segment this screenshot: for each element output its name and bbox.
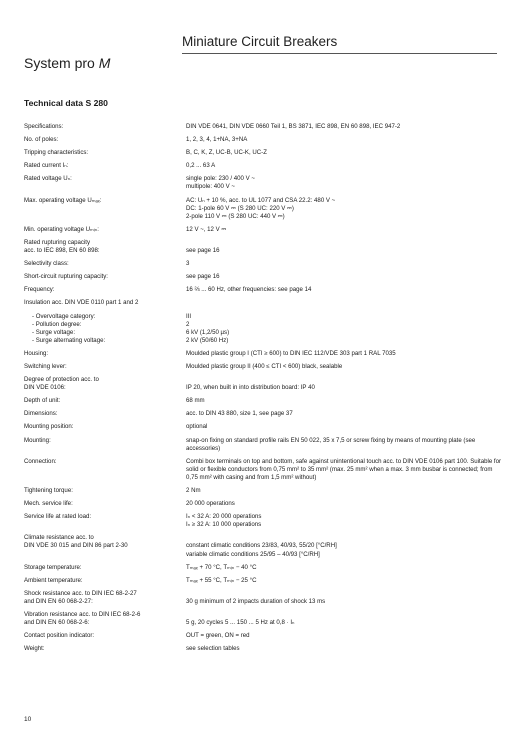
spec-label-line: Depth of unit: [24, 397, 61, 405]
spec-value-line: variable climatic conditions 25/95 – 40/93 [°C/RH] [186, 550, 320, 558]
spec-label-line: Insulation acc. DIN VDE 0110 part 1 and 2 [24, 299, 139, 307]
spec-value [186, 123, 504, 131]
spec-value-line: optional [186, 423, 208, 431]
spec-value-line: 16 ⅔ ... 60 Hz, other frequencies: see page 14 [186, 286, 312, 294]
spec-value-line [186, 611, 504, 619]
spec-value [186, 611, 504, 627]
spec-label [24, 162, 186, 170]
spec-label-line: Frequency: [24, 286, 55, 294]
spec-label [24, 136, 186, 144]
spec-value [186, 564, 504, 572]
spec-label [24, 632, 186, 640]
spec-label-line: Connection: [24, 457, 57, 465]
spec-label-line: Contact position indicator: [24, 632, 95, 640]
spec-label-line: Switching lever: [24, 362, 67, 370]
spec-value-line: 2 Nm [186, 487, 201, 494]
spec-value-line: 6 kV (1,2/50 µs) [186, 328, 230, 336]
spec-row-connection [24, 458, 504, 482]
spec-label [24, 350, 186, 358]
spec-row-specifications [24, 123, 504, 131]
spec-value-line: DIN VDE 0641, DIN VDE 0660 Teil 1, BS 3871, IEC 898, EN 60 898, IEC 947-2 [186, 123, 401, 130]
spec-label [24, 175, 186, 191]
spec-value-line: 1, 2, 3, 4, 1+NA, 3+NA [186, 136, 248, 144]
spec-label [24, 273, 186, 281]
spec-value [186, 313, 504, 345]
spec-row-housing [24, 350, 504, 358]
spec-row-tripping [24, 149, 504, 157]
spec-value [186, 149, 504, 157]
spec-label-line: Rated rupturing capacity [24, 238, 91, 246]
spec-value [186, 136, 504, 144]
spec-value-line: IP 20, when built in into distribution board: IP 40 [186, 384, 315, 392]
spec-label [24, 197, 186, 221]
spec-value-line: 20 000 operations [186, 500, 235, 508]
spec-value [186, 239, 504, 255]
spec-value-line: Iₙ < 32 A: 20 000 operations [186, 513, 262, 521]
spec-label-line: - Surge voltage: [32, 328, 76, 336]
spec-value [186, 487, 504, 495]
spec-value-line: 5 g, 20 cycles 5 ... 150 ... 5 Hz at 0,8 · Iₙ [186, 619, 295, 627]
spec-value [186, 632, 504, 640]
spec-value [186, 197, 504, 221]
spec-label-line: Degree of protection acc. to [24, 376, 99, 384]
spec-value-line: constant climatic conditions 23/83, 40/93, 55/20 [°C/RH] [186, 542, 337, 550]
spec-label [24, 286, 186, 294]
spec-value [186, 175, 504, 191]
system-name [24, 55, 110, 71]
spec-value-line: Combi box terminals on top and bottom, safe against unintentional touch acc. to DIN VDE 0106 part 100. Suitable for solid or flexible conductors from 0,75 mm² to 35 mm² (max. 25 mm² when a max. 3 mm busbar is connected; from 0,75 mm² with casing and from 1,5 mm² without) [186, 457, 502, 481]
spec-row-rated-current [24, 162, 504, 170]
spec-label [24, 397, 186, 405]
spec-value-line [186, 239, 504, 247]
spec-row-insulation [24, 299, 504, 307]
spec-label-line: Short-circuit rupturing capacity: [24, 273, 108, 281]
spec-label [24, 645, 186, 653]
spec-row-contact-indicator [24, 632, 504, 640]
spec-row-torque [24, 487, 504, 495]
header-rule [182, 53, 497, 54]
spec-value-line: see page 16 [186, 247, 220, 255]
spec-label [24, 226, 186, 234]
spec-label-line: Dimensions: [24, 410, 58, 418]
spec-label [24, 299, 186, 307]
spec-value [186, 363, 504, 371]
spec-value [186, 286, 504, 294]
spec-value-line: 30 g minimum of 2 impacts duration of shock 13 ms [186, 597, 326, 605]
spec-value [186, 577, 504, 585]
spec-label [24, 458, 186, 482]
spec-label-line: Mech. service life: [24, 500, 73, 508]
spec-row-storage-temp [24, 564, 504, 572]
spec-value [186, 162, 504, 170]
spec-label [24, 376, 186, 392]
spec-label-line: Storage temperature: [24, 563, 82, 571]
spec-value-line: AC: Uₙ + 10 %, acc. to UL 1077 and CSA 22.2: 480 V ~ [186, 196, 336, 204]
spec-value-line: single pole: 230 / 400 V ~ [186, 175, 255, 183]
spec-value [186, 590, 504, 606]
section-title: Technical data S 280 [24, 98, 108, 108]
spec-value [186, 260, 504, 268]
spec-value [186, 376, 504, 392]
spec-label-line: - Overvoltage category: [32, 312, 96, 320]
spec-value-line: snap-on fixing on standard profile rails EN 50 022, 35 x 7,5 or screw fixing by means of mounting plate (see accessories) [186, 436, 476, 452]
spec-value-line: B, C, K, Z, UC-B, UC-K, UC-Z [186, 149, 267, 157]
spec-value-line: DC: 1-pole 60 V ⎓ (S 280 UC: 220 V ⎓) [186, 204, 294, 212]
spec-value [186, 645, 504, 653]
spec-row-min-voltage [24, 226, 504, 234]
spec-label-line: Max. operating voltage Uₘₐₓ: [24, 196, 102, 204]
spec-label-line: Min. operating voltage Uₘᵢₙ: [24, 225, 99, 233]
spec-value [186, 397, 504, 405]
document-title: Miniature Circuit Breakers [182, 34, 338, 49]
spec-value-line: III [186, 312, 192, 320]
spec-value-line [186, 299, 504, 307]
spec-label-line: and DIN EN 60 068-2-27: [24, 597, 93, 605]
spec-label [24, 363, 186, 371]
spec-label-line: Mounting: [24, 436, 51, 444]
spec-value [186, 423, 504, 431]
spec-label-line: Rated voltage Uₙ: [24, 175, 72, 183]
spec-row-weight [24, 645, 504, 653]
spec-label-line: No. of poles: [24, 136, 59, 144]
spec-row-ambient-temp [24, 577, 504, 585]
spec-label-line: Climate resistance acc. to [24, 534, 94, 542]
spec-label-line: Selectivity class: [24, 260, 69, 268]
system-name-text: System pro [24, 55, 95, 71]
spec-label [24, 239, 186, 255]
spec-label [24, 487, 186, 495]
spec-value-line: 68 mm [186, 397, 205, 405]
spec-label-line: Housing: [24, 349, 49, 357]
spec-label [24, 590, 186, 606]
spec-label-line: Tightening torque: [24, 487, 73, 494]
spec-row-rupturing-capacity [24, 239, 504, 255]
spec-value [186, 350, 504, 358]
spec-label [24, 260, 186, 268]
spec-row-insulation-details [24, 313, 504, 345]
spec-value [186, 534, 504, 558]
spec-row-switching-lever [24, 363, 504, 371]
spec-label-line: and DIN EN 60 068-2-6: [24, 619, 90, 627]
spec-value-line: 2 kV (50/60 Hz) [186, 336, 229, 344]
spec-label [24, 313, 186, 345]
spec-label-line: Rated current Iₙ: [24, 162, 69, 170]
spec-row-shock [24, 590, 504, 606]
spec-label-line: - Pollution degree: [32, 320, 82, 328]
spec-value [186, 299, 504, 307]
spec-row-service-life [24, 513, 504, 529]
spec-value [186, 226, 504, 234]
spec-value-line [186, 590, 504, 598]
spec-value-line: multipole: 400 V ~ [186, 183, 235, 191]
spec-label-line: Shock resistance acc. to DIN IEC 68-2-27 [24, 589, 137, 597]
spec-value-line: Moulded plastic group I (CTI ≥ 600) to DIN IEC 112/VDE 303 part 1 RAL 7035 [186, 349, 396, 357]
spec-value-line: Iₙ ≥ 32 A: 10 000 operations [186, 521, 262, 529]
spec-label-line: - Surge alternating voltage: [32, 336, 106, 344]
spec-row-mounting [24, 437, 504, 453]
spec-label-line: DIN VDE 0106: [24, 384, 66, 392]
spec-value-line: Moulded plastic group II (400 ≤ CTI < 600) black, sealable [186, 362, 343, 370]
spec-value [186, 273, 504, 281]
spec-row-dimensions [24, 410, 504, 418]
spec-value-line [186, 376, 504, 384]
spec-label-line: Weight: [24, 645, 45, 653]
spec-value [186, 437, 504, 453]
spec-value-line: acc. to DIN 43 880, size 1, see page 37 [186, 410, 293, 418]
spec-label [24, 123, 186, 131]
spec-label-line [24, 521, 186, 529]
spec-label [24, 534, 186, 558]
page-number: 10 [24, 716, 32, 723]
spec-value-line: 2 [186, 320, 190, 328]
spec-row-mech-life [24, 500, 504, 508]
spec-label-line: DIN VDE 30 015 and DIN 86 part 2-30 [24, 542, 128, 550]
spec-label [24, 149, 186, 157]
spec-label [24, 410, 186, 418]
spec-value-line: OUT = green, ON = red [186, 632, 250, 640]
spec-label [24, 437, 186, 453]
spec-row-protection [24, 376, 504, 392]
system-name-mark: M [98, 55, 111, 71]
spec-label [24, 513, 186, 529]
spec-value-line: Tₘₐₓ + 70 °C, Tₘᵢₙ − 40 °C [186, 563, 257, 571]
spec-label-line: Mounting position: [24, 423, 74, 431]
spec-label [24, 500, 186, 508]
spec-label-line: Tripping characteristics: [24, 149, 89, 157]
spec-value-line: Tₘₐₓ + 55 °C, Tₘᵢₙ − 25 °C [186, 576, 257, 584]
spec-value-line: 0,2 ... 63 A [186, 162, 216, 170]
spec-label [24, 611, 186, 627]
spec-label-line: acc. to IEC 898, EN 60 898: [24, 247, 100, 255]
spec-row-short-circuit [24, 273, 504, 281]
spec-value-line: 3 [186, 260, 190, 268]
spec-row-rated-voltage [24, 175, 504, 191]
spec-label-line: Service life at rated load: [24, 513, 92, 521]
spec-label-line: Ambient temperature: [24, 576, 83, 584]
spec-row-poles [24, 136, 504, 144]
spec-row-selectivity [24, 260, 504, 268]
spec-value-line: see page 16 [186, 273, 220, 281]
spec-value [186, 513, 504, 529]
spec-label [24, 577, 186, 585]
spec-row-frequency [24, 286, 504, 294]
spec-table [24, 123, 504, 658]
spec-label-line: Specifications: [24, 123, 64, 130]
spec-value-line: 12 V ~, 12 V ⎓ [186, 225, 227, 233]
spec-value [186, 410, 504, 418]
spec-value-line: see selection tables [186, 645, 240, 653]
spec-row-depth [24, 397, 504, 405]
spec-row-mounting-position [24, 423, 504, 431]
spec-label [24, 564, 186, 572]
spec-label-line: Vibration resistance acc. to DIN IEC 68-2-6 [24, 611, 141, 619]
spec-value [186, 500, 504, 508]
spec-value-line [186, 534, 504, 542]
spec-row-max-voltage [24, 197, 504, 221]
spec-value-line: 2-pole 110 V ⎓ (S 280 UC: 440 V ⎓) [186, 212, 285, 220]
spec-row-climate [24, 534, 504, 558]
spec-row-vibration [24, 611, 504, 627]
spec-label [24, 423, 186, 431]
spec-value [186, 458, 504, 482]
